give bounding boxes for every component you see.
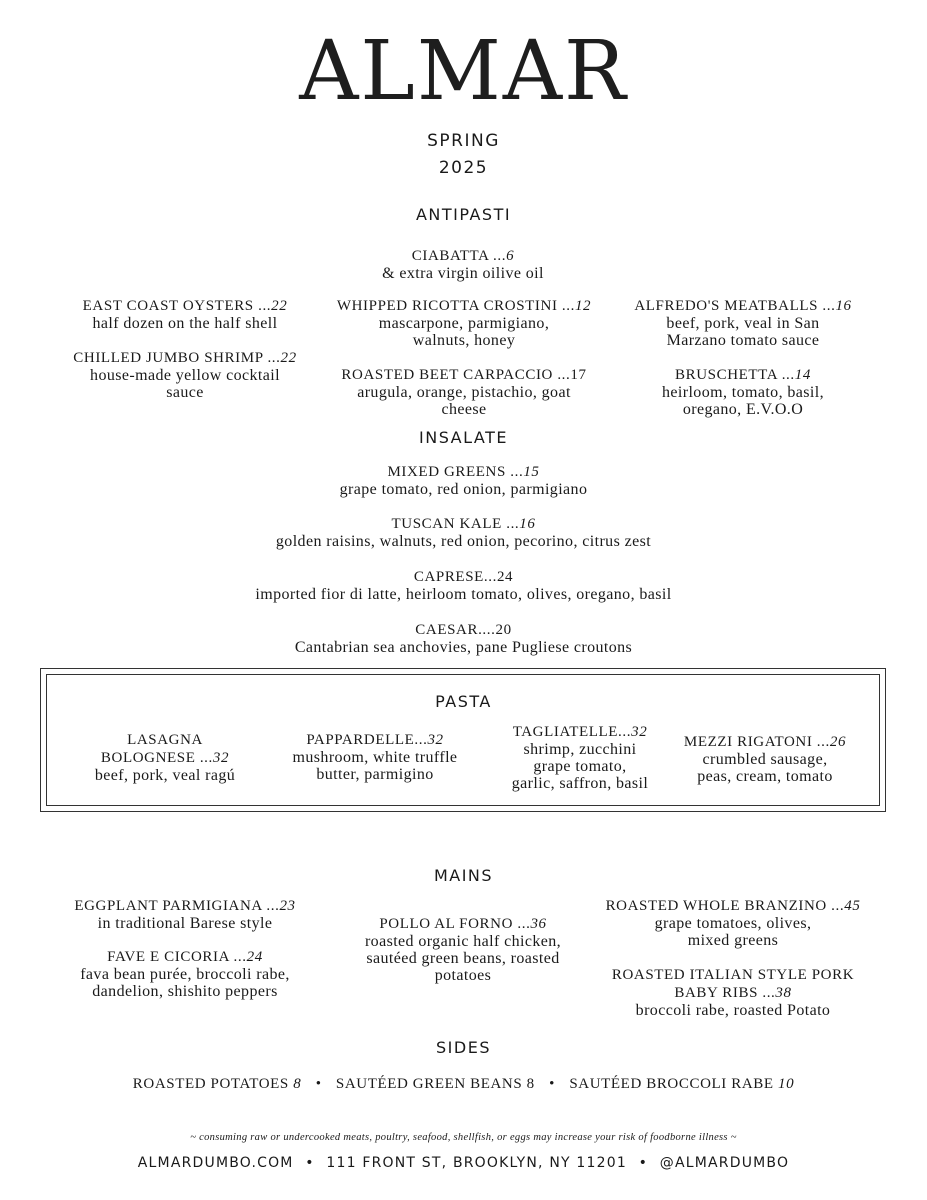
side-item-green-beans: SAUTÉED GREEN BEANS 8 — [335, 1076, 535, 1092]
menu-season: SPRING — [427, 131, 500, 151]
item-description: broccoli rabe, roasted Potato — [635, 1002, 831, 1019]
item-price: 36 — [530, 916, 547, 932]
food-safety-disclaimer: ~ consuming raw or undercooked meats, poultry, seafood, shellfish, or eggs may increase your risk of foodborne illness ~ — [190, 1132, 737, 1143]
item-description: in traditional Barese style — [97, 915, 273, 932]
item-name: EAST COAST OYSTERS ... — [82, 298, 272, 314]
menu-item-caprese — [100, 568, 827, 603]
menu-item-oysters — [40, 297, 330, 332]
item-description: mushroom, white truffle — [292, 749, 458, 766]
side-item-roasted-potatoes: ROASTED POTATOES — [132, 1076, 289, 1092]
item-name: CHILLED JUMBO SHRIMP ... — [73, 350, 281, 366]
item-price: 32 — [427, 732, 444, 748]
item-description: walnuts, honey — [412, 332, 516, 349]
item-description: Cantabrian sea anchovies, pane Pugliese croutons — [294, 639, 633, 656]
separator-dot: • — [638, 1155, 649, 1171]
item-name: ROASTED ITALIAN STYLE PORK — [611, 967, 855, 983]
menu-item-pappardelle — [270, 731, 480, 783]
item-price: 16 — [835, 298, 852, 314]
item-description: grape tomato, — [533, 758, 627, 775]
side-item-broccoli-rabe: SAUTÉED BROCCOLI RABE — [569, 1076, 774, 1092]
item-description: potatoes — [434, 967, 492, 984]
item-description: crumbled sausage, — [702, 751, 828, 768]
item-name: WHIPPED RICOTTA CROSTINI ... — [336, 298, 575, 314]
menu-item-bruschetta — [612, 366, 874, 418]
item-description: fava bean purée, broccoli rabe, — [80, 966, 290, 983]
menu-year: 2025 — [438, 158, 489, 178]
item-description: peas, cream, tomato — [697, 768, 833, 785]
item-price: 23 — [279, 898, 296, 914]
item-description: golden raisins, walnuts, red onion, pecorino, citrus zest — [275, 533, 652, 550]
item-description: oregano, E.V.O.O — [682, 401, 804, 418]
item-name: MEZZI RIGATONI ... — [683, 734, 830, 750]
item-price: 22 — [271, 298, 288, 314]
item-name: BRUSCHETTA ... — [675, 367, 795, 383]
item-description: beef, pork, veal ragú — [94, 767, 236, 784]
footer-social-handle[interactable]: @ALMARDUMBO — [659, 1155, 790, 1171]
item-name: BABY RIBS ... — [674, 985, 776, 1001]
item-name: ROASTED BEET CARPACCIO ...17 — [341, 367, 587, 383]
item-description: grape tomato, red onion, parmigiano — [339, 481, 588, 498]
item-name: CAESAR....20 — [415, 622, 512, 638]
item-description: & extra virgin oilive oil — [382, 265, 544, 282]
item-description: roasted organic half chicken, — [364, 933, 562, 950]
footer-contact — [0, 1155, 927, 1171]
item-price: 24 — [246, 949, 263, 965]
sides-list — [0, 1076, 927, 1093]
item-name: PAPPARDELLE... — [306, 732, 428, 748]
item-name: MIXED GREENS ... — [387, 464, 524, 480]
item-description: garlic, saffron, basil — [511, 775, 649, 792]
item-price: 45 — [844, 898, 861, 914]
menu-item-pork-baby-ribs — [592, 966, 874, 1019]
menu-item-mezzi-rigatoni — [665, 733, 865, 785]
menu-item-lasagna — [60, 731, 270, 784]
footer-website[interactable]: ALMARDUMBO.COM — [137, 1155, 294, 1171]
menu-item-caesar — [100, 621, 827, 656]
item-price: 32 — [631, 724, 648, 740]
item-description: dandelion, shishito peppers — [92, 983, 278, 1000]
section-title-mains: MAINS — [433, 866, 494, 885]
item-name: CAPRESE...24 — [413, 569, 514, 585]
section-title-antipasti: ANTIPASTI — [415, 205, 512, 224]
menu-item-pollo-al-forno — [333, 915, 593, 984]
separator-dot: • — [549, 1076, 555, 1092]
item-description: beef, pork, veal in San — [666, 315, 820, 332]
item-name: TUSCAN KALE ... — [391, 516, 520, 532]
item-price: 32 — [212, 750, 230, 766]
item-description: butter, parmigino — [316, 766, 434, 783]
footer-address: 111 FRONT ST, BROOKLYN, NY 11201 — [326, 1155, 627, 1171]
item-price: 14 — [794, 367, 811, 383]
item-price: 12 — [574, 298, 592, 314]
item-price: 26 — [829, 734, 847, 750]
menu-item-tagliatelle — [475, 723, 685, 792]
menu-item-mixed-greens — [100, 463, 827, 498]
item-description: mixed greens — [687, 932, 779, 949]
item-description: half dozen on the half shell — [92, 315, 278, 332]
item-description: grape tomatoes, olives, — [654, 915, 812, 932]
item-description: sauce — [166, 384, 204, 401]
menu-item-eggplant-parmigiana — [40, 897, 330, 932]
item-description: Marzano tomato sauce — [666, 332, 820, 349]
item-price: 10 — [777, 1076, 795, 1092]
item-description: mascarpone, parmigiano, — [378, 315, 550, 332]
item-price: 8 — [293, 1076, 302, 1092]
menu-item-beet-carpaccio — [318, 366, 610, 418]
section-title-insalate: INSALATE — [419, 428, 508, 447]
restaurant-logo: ALMAR — [299, 24, 628, 119]
separator-dot: • — [315, 1076, 322, 1092]
item-description: imported fior di latte, heirloom tomato, olives, oregano, basil — [255, 586, 672, 603]
item-name: TAGLIATELLE... — [512, 724, 632, 740]
item-description: house-made yellow cocktail — [90, 367, 280, 384]
item-price: 15 — [523, 464, 540, 480]
item-name: ROASTED WHOLE BRANZINO ... — [605, 898, 845, 914]
item-description: cheese — [441, 401, 487, 418]
item-name: BOLOGNESE ... — [100, 750, 213, 766]
item-name: CIABATTA ... — [411, 248, 507, 264]
item-price: 38 — [775, 985, 792, 1001]
section-title-pasta: PASTA — [435, 692, 492, 711]
menu-item-ricotta-crostini — [318, 297, 610, 349]
item-description: arugula, orange, pistachio, goat — [357, 384, 571, 401]
item-name: EGGPLANT PARMIGIANA ... — [74, 898, 280, 914]
section-title-sides: SIDES — [436, 1038, 491, 1057]
menu-item-fave-e-cicoria — [40, 948, 330, 1000]
item-price: 16 — [519, 516, 536, 532]
menu-item-ciabatta — [313, 247, 613, 282]
menu-item-shrimp — [40, 349, 330, 401]
menu-item-tuscan-kale — [100, 515, 827, 550]
item-price: 22 — [280, 350, 297, 366]
item-name: FAVE E CICORIA ... — [107, 949, 247, 965]
item-description: heirloom, tomato, basil, — [661, 384, 825, 401]
item-description: shrimp, zucchini — [523, 741, 637, 758]
item-name: LASAGNA — [127, 732, 203, 748]
item-price: 6 — [506, 248, 515, 264]
separator-dot: • — [305, 1155, 315, 1171]
menu-item-meatballs — [612, 297, 874, 349]
item-description: sautéed green beans, roasted — [366, 950, 560, 967]
item-name: POLLO AL FORNO ... — [379, 916, 531, 932]
menu-item-roasted-branzino — [592, 897, 874, 949]
item-name: ALFREDO'S MEATBALLS ... — [634, 298, 836, 314]
